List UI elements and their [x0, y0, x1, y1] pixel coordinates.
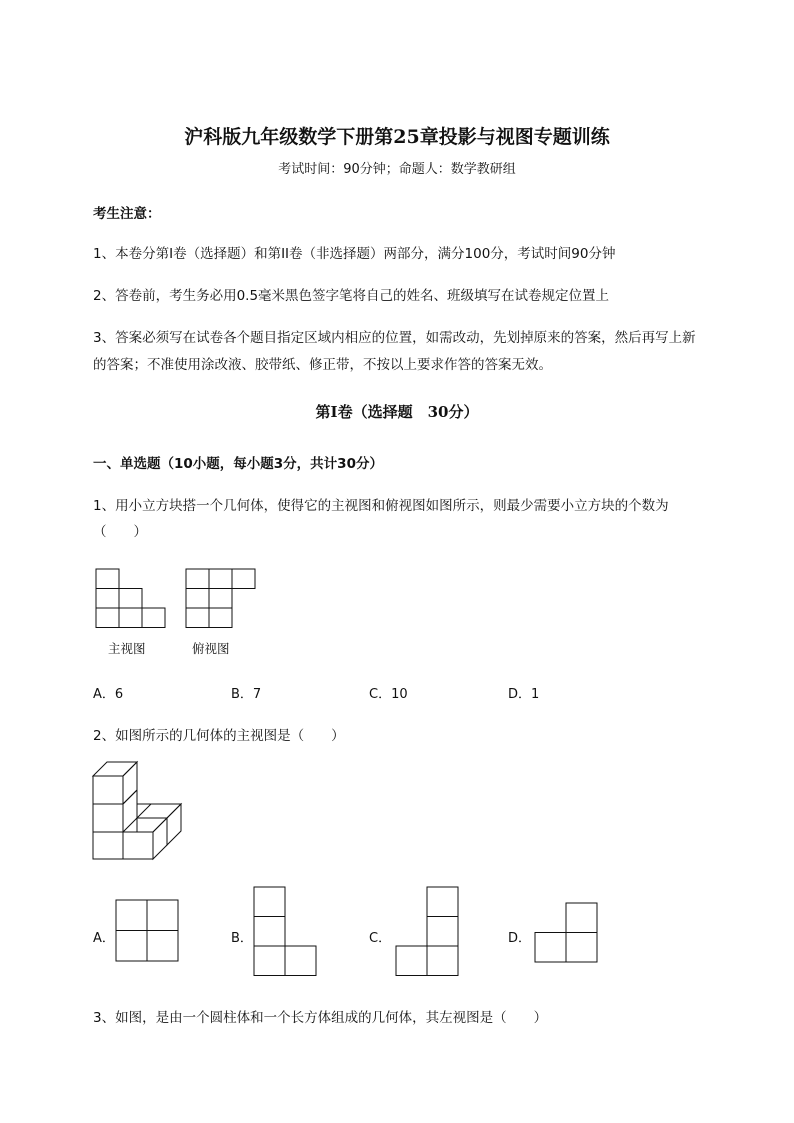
q2-option-b[interactable]: B． [231, 931, 253, 946]
q2-option-c-figure [396, 887, 460, 977]
caption-top-view: 俯视图 [192, 641, 230, 656]
caption-front-view: 主视图 [108, 641, 146, 656]
q1-option-c[interactable]: C．10 [369, 687, 408, 702]
q2-option-a[interactable]: A． [93, 931, 115, 946]
q2-option-d[interactable]: D． [508, 931, 532, 946]
q1-option-b[interactable]: B．7 [231, 687, 262, 702]
notice-item: 2、答卷前，考生务必用0.5毫米黑色签字笔将自己的姓名、班级填写在试卷规定位置上 [93, 288, 610, 304]
q2-option-d-figure [535, 903, 599, 963]
exam-info: 考试时间：90分钟；命题人：数学教研组 [278, 162, 516, 177]
q1-option-a[interactable]: A．6 [93, 687, 124, 702]
q1-top-view-figure [186, 569, 256, 629]
notice-item: 3、答案必须写在试卷各个题目指定区域内相应的位置，如需改动，先划掉原来的答案，然后再写上新 [93, 330, 696, 346]
q2-option-c[interactable]: C． [369, 931, 392, 946]
q2-option-a-figure [116, 900, 180, 962]
q1-front-view-figure [96, 569, 166, 629]
question-1-stem: 1、用小立方块搭一个几何体，使得它的主视图和俯视图如图所示，则最少需要小立方块的个数为 [93, 498, 669, 514]
question-3-stem: 3、如图，是由一个圆柱体和一个长方体组成的几何体，其左视图是（ ） [93, 1010, 548, 1026]
section-title: 第I卷（选择题 30分） [315, 403, 479, 421]
notice-heading: 考生注意： [93, 206, 161, 222]
q1-option-d[interactable]: D．1 [508, 687, 540, 702]
page-title: 沪科版九年级数学下册第25章投影与视图专题训练 [184, 126, 610, 148]
question-1-stem-bracket: （ ） [93, 524, 147, 540]
question-2-stem: 2、如图所示的几何体的主视图是（ ） [93, 728, 345, 744]
notice-item: 1、本卷分第I卷（选择题）和第II卷（非选择题）两部分，满分100分，考试时间90分钟 [93, 246, 616, 262]
notice-item: 的答案；不准使用涂改液、胶带纸、修正带，不按以上要求作答的答案无效。 [93, 357, 552, 373]
q2-option-b-figure [254, 887, 318, 977]
q2-solid-figure [93, 762, 185, 860]
part-heading: 一、单选题（10小题，每小题3分，共计30分） [93, 456, 383, 472]
